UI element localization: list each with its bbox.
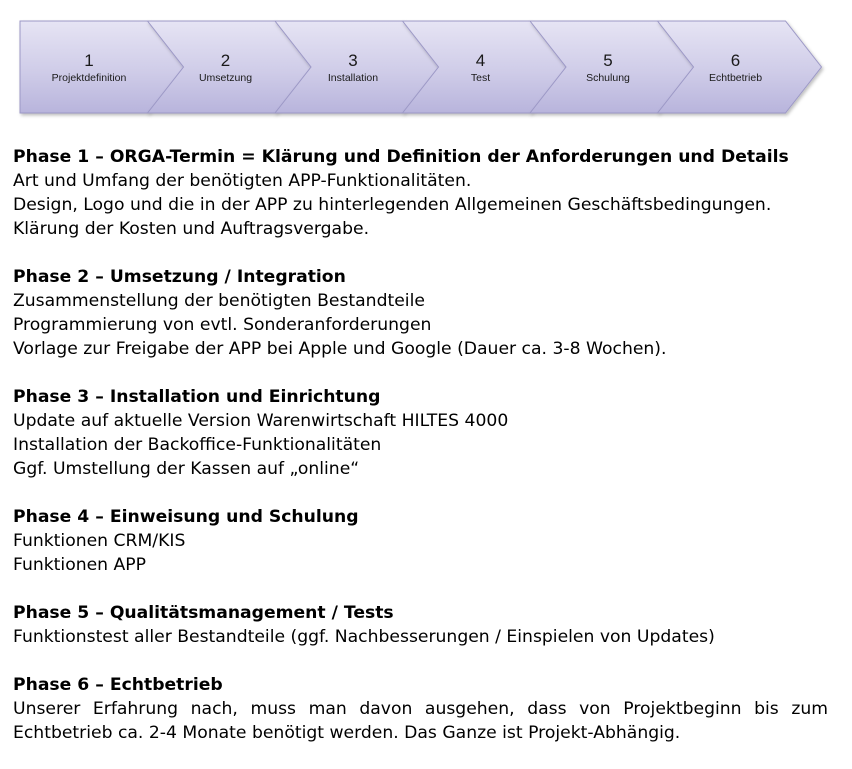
phase-5-section (13, 601, 843, 649)
process-chevron-diagram (0, 0, 852, 125)
phase-2-section (13, 265, 843, 361)
phase-1-section (13, 145, 843, 241)
phase-4-section (13, 505, 843, 577)
phase-4-title: Phase 4 – Einweisung und Schulung (13, 507, 359, 527)
process-step-label: Projektdefinition (51, 72, 127, 84)
process-step-number: 4 (475, 51, 486, 70)
process-step-label: Test (470, 72, 491, 84)
phase-1-line-2: Design, Logo und die in der APP zu hinterlegenden Allgemeinen Geschäftsbedingungen. (13, 195, 772, 215)
process-step-label: Schulung (586, 72, 630, 84)
phase-6-paragraph: Unserer Erfahrung nach, muss man davon ausgehen, dass von Projektbeginn bis zum Echtbetrieb ca. 2-4 Monate benötigt werden. Das Ganze ist Projekt-Abhängig. (13, 699, 828, 743)
phase-5-line-1: Funktionstest aller Bestandteile (ggf. Nachbesserungen / Einspielen von Updates) (13, 627, 715, 647)
phase-1-title: Phase 1 – ORGA-Termin = Klärung und Definition der Anforderungen und Details (13, 147, 789, 167)
process-step-label: Installation (327, 72, 379, 84)
phase-3-line-2: Installation der Backoffice-Funktionalitäten (13, 435, 382, 455)
phase-3-line-3: Ggf. Umstellung der Kassen auf „online“ (13, 459, 360, 479)
phase-2-line-3: Vorlage zur Freigabe der APP bei Apple und Google (Dauer ca. 3-8 Wochen). (13, 339, 667, 359)
process-step-number: 2 (220, 51, 231, 70)
phase-4-line-2: Funktionen APP (13, 555, 147, 575)
process-step-number: 6 (730, 51, 741, 70)
phase-6-title: Phase 6 – Echtbetrieb (13, 675, 223, 695)
process-step-label: Echtbetrieb (708, 72, 763, 84)
process-step-number: 3 (348, 51, 358, 70)
phase-2-line-2: Programmierung von evtl. Sonderanforderungen (13, 315, 432, 335)
phase-descriptions (13, 145, 843, 769)
phase-1-line-3: Klärung der Kosten und Auftragsvergabe. (13, 219, 370, 239)
phase-1-line-1: Art und Umfang der benötigten APP-Funktionalitäten. (13, 171, 472, 191)
process-step-number: 5 (603, 51, 613, 70)
phase-3-title: Phase 3 – Installation und Einrichtung (13, 387, 381, 407)
phase-4-line-1: Funktionen CRM/KIS (13, 531, 186, 551)
phase-2-line-1: Zusammenstellung der benötigten Bestandteile (13, 291, 425, 311)
phase-3-line-1: Update auf aktuelle Version Warenwirtschaft HILTES 4000 (13, 411, 509, 431)
phase-3-section (13, 385, 843, 481)
process-step-label: Umsetzung (198, 72, 253, 84)
phase-6-section (13, 673, 843, 745)
phase-2-title: Phase 2 – Umsetzung / Integration (13, 267, 346, 287)
phase-5-title: Phase 5 – Qualitätsmanagement / Tests (13, 603, 394, 623)
process-step-number: 1 (84, 51, 94, 70)
